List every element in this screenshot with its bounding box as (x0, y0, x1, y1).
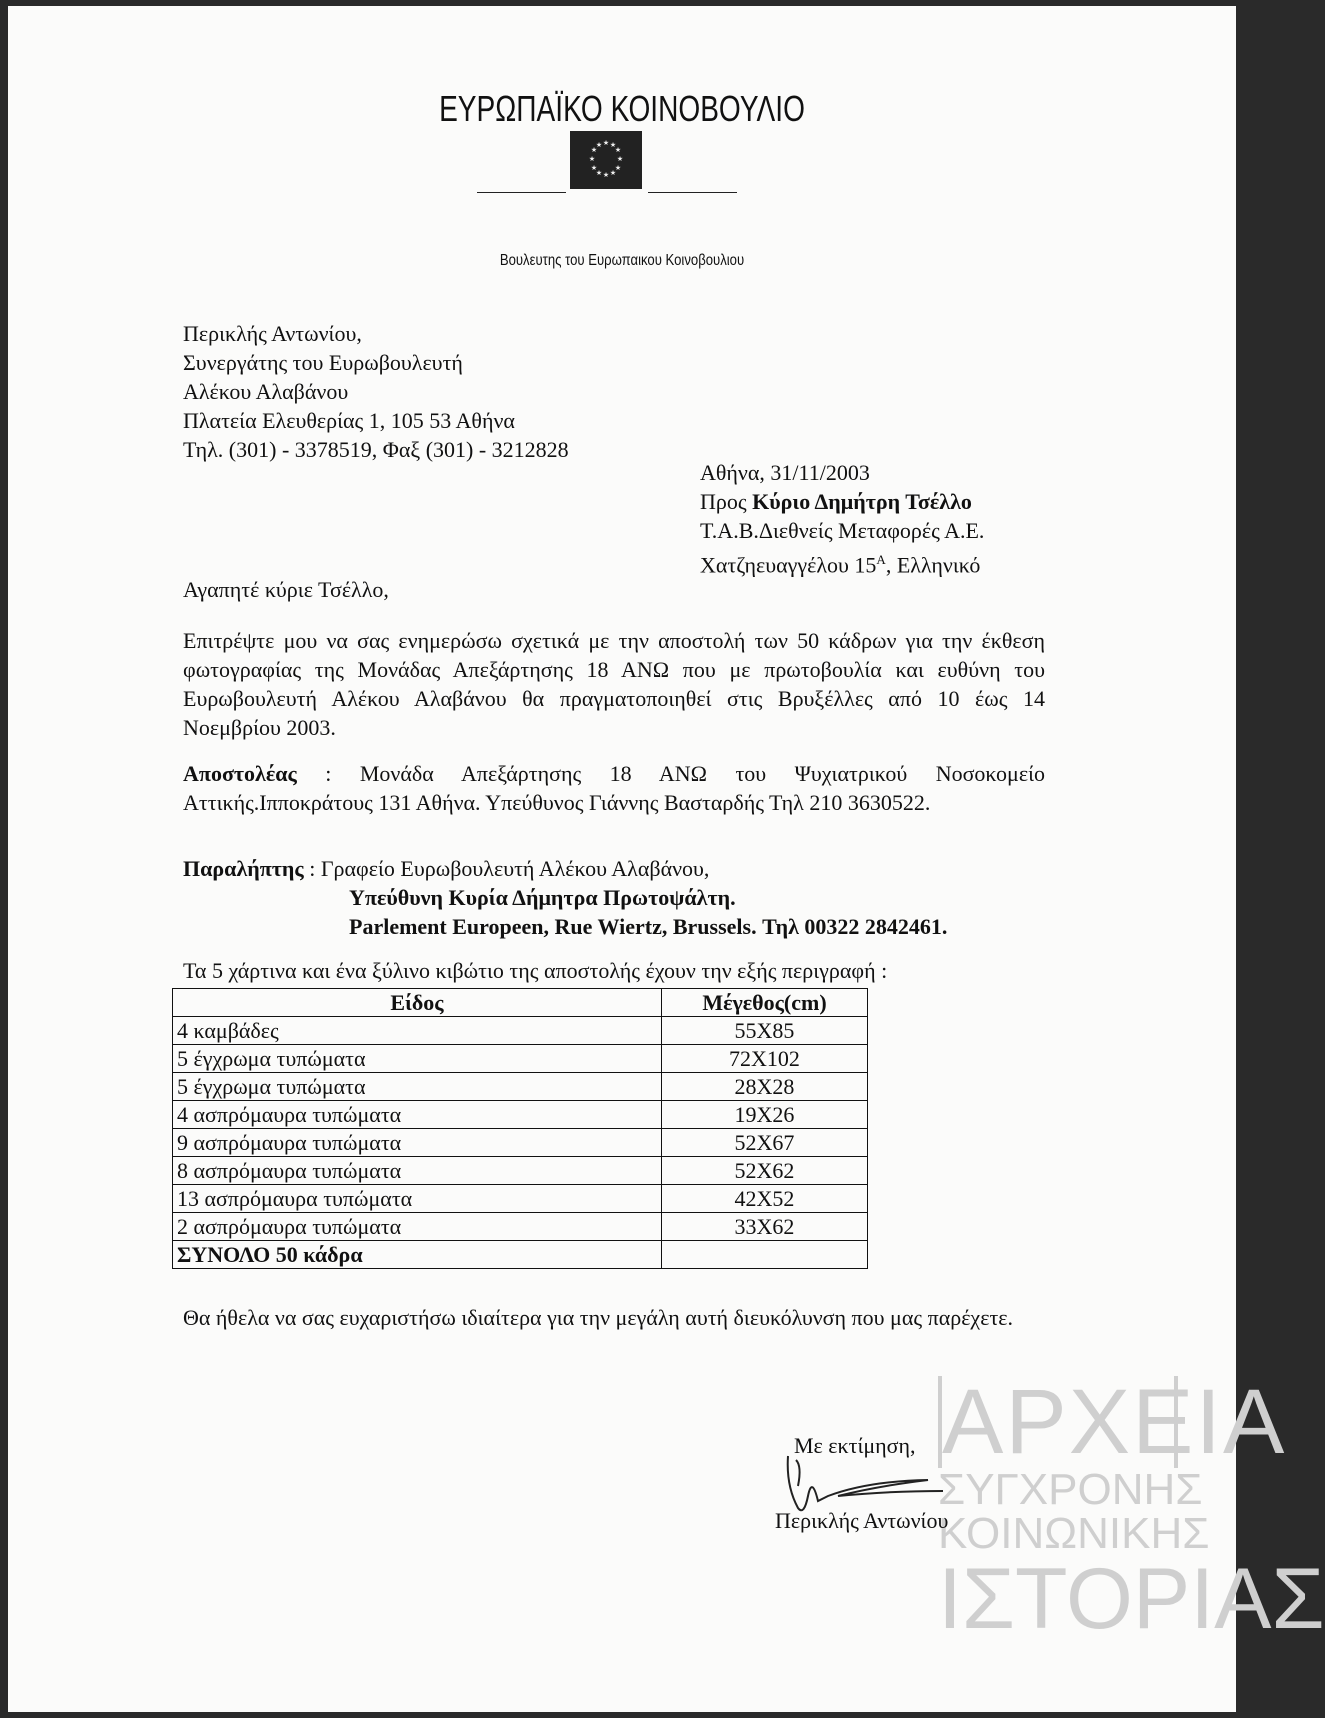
table-row (173, 1129, 868, 1157)
receiver-office: : Γραφείο Ευρωβουλευτή Αλέκου Αλαβάνου, (303, 856, 710, 881)
watermark-line: ΣΥΓΧΡΟΝΗΣ (938, 1465, 1203, 1514)
column-header-size: Μέγεθος(cm) (662, 989, 868, 1017)
item-cell: 8 ασπρόμαυρα τυπώματα (173, 1157, 662, 1185)
svg-text:★: ★ (590, 146, 598, 154)
svg-text:★: ★ (595, 141, 603, 149)
item-cell: 4 καμβάδες (173, 1017, 662, 1045)
sender-address (183, 319, 569, 464)
svg-text:★: ★ (590, 164, 598, 172)
size-cell: 52Χ67 (662, 1129, 868, 1157)
total-cell: ΣΥΝΟΛΟ 50 κάδρα (173, 1241, 662, 1269)
sender-line: Πλατεία Ελευθερίας 1, 105 53 Αθήνα (183, 408, 515, 433)
sender-label: Αποστολέας (183, 761, 297, 786)
closing-paragraph: Θα ήθελα να σας ευχαριστήσω ιδιαίτερα για την μεγάλη αυτή διευκόλυνση που μας παρέχετε. (183, 1305, 1014, 1330)
sender-line: Αλέκου Αλαβάνου (183, 379, 349, 404)
street-superscript: Α (876, 552, 886, 567)
svg-text:★: ★ (588, 155, 596, 163)
recipient-street (700, 545, 984, 579)
shipment-table (172, 988, 868, 1269)
size-cell: 28Χ28 (662, 1073, 868, 1101)
svg-text:★: ★ (602, 171, 610, 179)
recipient-name: Κύριο Δημήτρη Τσέλλο (752, 489, 972, 514)
svg-text:★: ★ (602, 139, 610, 147)
table-row (173, 1073, 868, 1101)
table-row (173, 1101, 868, 1129)
item-cell: 5 έγχρωμα τυπώματα (173, 1045, 662, 1073)
size-cell: 55Χ85 (662, 1017, 868, 1045)
receiver-address: Parlement Europeen, Rue Wiertz, Brussels. Τηλ 00322 2842461. (349, 914, 948, 939)
recipient-address (700, 458, 984, 579)
letterhead-title: ΕΥΡΩΠΑΪΚΟ ΚΟΙΝΟΒΟΥΛΙΟ (439, 88, 805, 129)
receiver-line (183, 854, 947, 883)
sender-details: : Μονάδα Απεξάρτησης 18 ΑΝΩ του Ψυχιατρικού Νοσοκομείο Αττικής.Ιπποκράτους 131 Αθήνα. Υπεύθυνος Γιάννης Βασταρδής Τηλ 210 3630522. (183, 761, 1045, 815)
watermark-line: ΚΟΙΝΩΝΙΚΗΣ (938, 1509, 1210, 1558)
item-cell: 9 ασπρόμαυρα τυπώματα (173, 1129, 662, 1157)
item-cell: 5 έγχρωμα τυπώματα (173, 1073, 662, 1101)
empty-cell (662, 1241, 868, 1269)
size-cell: 52Χ62 (662, 1157, 868, 1185)
item-cell: 4 ασπρόμαυρα τυπώματα (173, 1101, 662, 1129)
letter-page (8, 6, 1325, 1712)
receiver-label: Παραλήπτης (183, 856, 304, 881)
signer-name: Περικλής Αντωνίου (775, 1508, 949, 1533)
recipient-company: Τ.Α.Β.Διεθνείς Μεταφορές Α.Ε. (700, 518, 985, 543)
divider (648, 192, 737, 193)
sender-line: Τηλ. (301) - 3378519, Φαξ (301) - 3212828 (183, 437, 569, 462)
sender-paragraph (183, 759, 1045, 817)
recipient-name-line (700, 487, 984, 516)
size-cell: 19Χ26 (662, 1101, 868, 1129)
regards: Με εκτίμηση, (794, 1433, 916, 1458)
table-row (173, 1017, 868, 1045)
table-row (173, 1185, 868, 1213)
eu-flag-icon (570, 131, 642, 189)
sender-line: Συνεργάτης του Ευρωβουλευτή (183, 350, 463, 375)
table-row (173, 1045, 868, 1073)
watermark-line: ΑΡΧΕΙΑ (938, 1376, 1178, 1468)
item-cell: 13 ασπρόμαυρα τυπώματα (173, 1185, 662, 1213)
date-line: Αθήνα, 31/11/2003 (700, 460, 870, 485)
watermark-line: ΙΣΤΟΡΙΑΣ (938, 1551, 1325, 1647)
table-header-row (173, 989, 868, 1017)
divider (477, 192, 566, 193)
street-text: Χατζηευαγγέλου 15 (700, 552, 877, 578)
item-cell: 2 ασπρόμαυρα τυπώματα (173, 1213, 662, 1241)
street-area: , Ελληνικό (885, 552, 981, 578)
intro-paragraph: Επιτρέψτε μου να σας ενημερώσω σχετικά με την αποστολή των 50 κάδρων για την έκθεση φωτογραφίας της Μονάδας Απεξάρτησης 18 ΑΝΩ που με πρωτοβουλία και ευθύνη του Ευρωβουλευτή Αλέκου Αλαβάνου θα πραγματοποιηθεί στις Βρυξέλλες από 10 έως 14 Νοεμβρίου 2003. (183, 628, 1045, 740)
svg-text:★: ★ (616, 155, 624, 163)
table-row (173, 1157, 868, 1185)
receiver-paragraph (183, 854, 947, 941)
to-prefix: Προς (700, 489, 753, 514)
receiver-contact: Υπεύθυνη Κυρία Δήμητρα Πρωτοψάλτη. (349, 885, 736, 910)
eu-flag-graphic (570, 131, 642, 189)
column-header-item: Είδος (173, 989, 662, 1017)
archive-watermark (938, 1371, 1325, 1647)
svg-text:★: ★ (609, 169, 617, 177)
size-cell: 33Χ62 (662, 1213, 868, 1241)
table-intro: Τα 5 χάρτινα και ένα ξύλινο κιβώτιο της αποστολής έχουν την εξής περιγραφή : (183, 958, 888, 983)
salutation: Αγαπητέ κύριε Τσέλλο, (183, 577, 389, 602)
svg-text:★: ★ (614, 164, 622, 172)
size-cell: 72Χ102 (662, 1045, 868, 1073)
svg-text:★: ★ (595, 169, 603, 177)
size-cell: 42Χ52 (662, 1185, 868, 1213)
table-row (173, 1213, 868, 1241)
letterhead-subtitle: Βουλευτης του Ευρωπαικου Κοινοβουλιου (499, 252, 745, 269)
svg-text:★: ★ (609, 141, 617, 149)
table-total-row (173, 1241, 868, 1269)
sender-line: Περικλής Αντωνίου, (183, 321, 362, 346)
svg-text:★: ★ (614, 146, 622, 154)
